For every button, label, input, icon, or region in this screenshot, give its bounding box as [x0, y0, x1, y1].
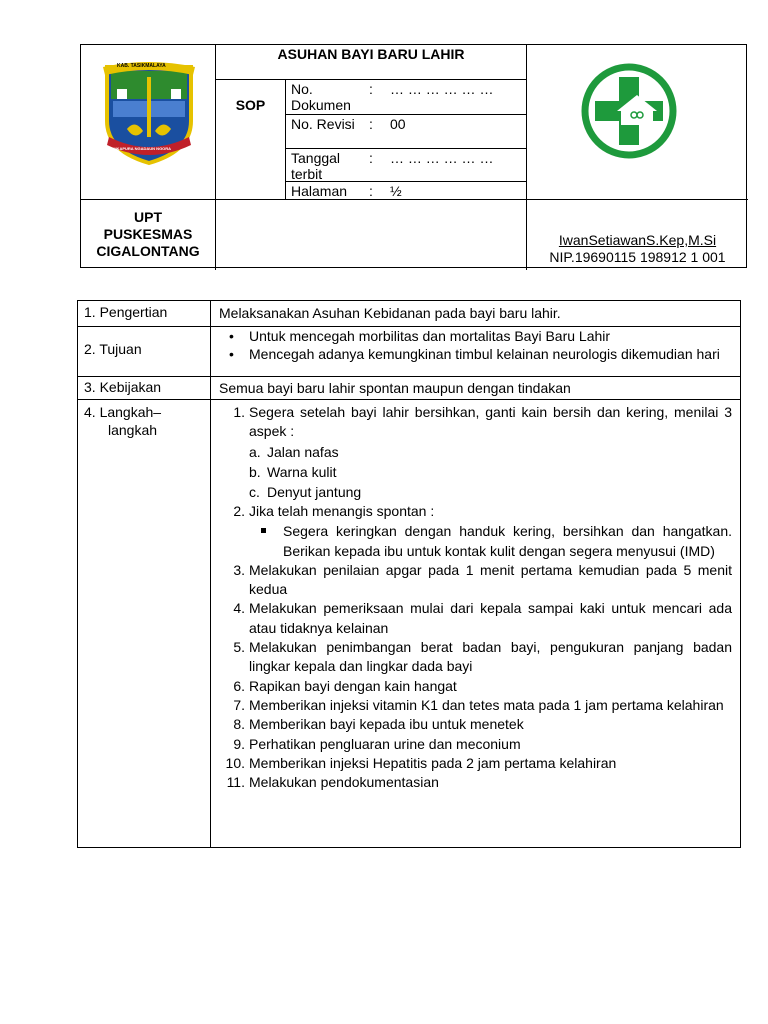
unit-name: UPT PUSKESMAS CIGALONTANG [81, 200, 216, 270]
list-item: 3. Melakukan penilaian apgar pada 1 menit pertama kemudian pada 5 menit kedua [233, 561, 732, 598]
list-item: b. Warna kulit [249, 463, 337, 480]
square-bullet-list [249, 521, 732, 561]
row-pengertian [78, 301, 740, 327]
list-item: 1. Segera setelah bayi lahir bersihkan, ganti kain bersih dan kering, menilai 3 aspek : a. Jalan nafas b. Warna kulit c. Denyut jantung [233, 404, 732, 500]
list-item: 9. Perhatikan pengluaran urine dan meconium [233, 735, 521, 752]
list-item: a. Jalan nafas [249, 443, 339, 460]
emblem-motto-text: SUKAPURA NGADAUN NGORA [111, 146, 172, 151]
list-item: 4. Melakukan pemeriksaan mulai dari kepala sampai kaki untuk mencari ada atau tidaknya kelainan [233, 600, 732, 636]
content-tujuan [211, 327, 740, 376]
list-item: Segera keringkan dengan handuk kering, bersihkan dan hangatkan. Berikan kepada ibu untuk kontak kulit dengan segera menyusui (IMD) [249, 521, 732, 561]
list-item: 7. Memberikan injeksi vitamin K1 dan tetes mata pada 1 jam pertama kelahiran [233, 696, 724, 713]
list-item: • Untuk mencegah morbilitas dan mortalitas Bayi Baru Lahir [219, 328, 732, 344]
document-title: ASUHAN BAYI BARU LAHIR [216, 45, 526, 80]
list-item: • Mencegah adanya kemungkinan timbul kelainan neurologis dikemudian hari [219, 346, 732, 362]
steps-list [219, 403, 732, 792]
list-item: 10. Memberikan injeksi Hepatitis pada 2 jam pertama kelahiran [225, 754, 617, 771]
sop-label: SOP [216, 80, 286, 199]
row-langkah [78, 400, 740, 847]
meta-row-revision-no: No. Revisi : 00 [286, 115, 526, 149]
sop-header-table [80, 44, 747, 268]
document-meta [286, 80, 526, 199]
meta-row-page: Halaman : ½ [291, 183, 402, 199]
substeps-list [249, 442, 732, 502]
label-tujuan: 2. Tujuan [78, 327, 211, 376]
header-blank-cell [216, 200, 526, 270]
signatory-name: IwanSetiawanS.Kep,M.Si [558, 232, 717, 248]
list-item: 6. Rapikan bayi dengan kain hangat [233, 677, 457, 694]
list-item: 11. Melakukan pendokumentasian [226, 774, 439, 791]
content-langkah [211, 400, 740, 847]
sop-content-table [77, 300, 741, 848]
meta-row-issue-date: Tanggal terbit : … … … … … … [286, 149, 526, 182]
meta-row-document-no: No. Dokumen : … … … … … … [286, 80, 526, 115]
signatory-block [526, 200, 748, 270]
regency-logo-cell [81, 45, 216, 199]
label-langkah: 4. Langkah– langkah [78, 400, 211, 847]
list-item: 2. Jika telah menangis spontan : Segera keringkan dengan handuk kering, bersihkan dan hangatkan. Berikan kepada ibu untuk kontak kulit dengan segera menyusui (IMD) [233, 502, 732, 559]
emblem-banner-text: KAB. TASIKMALAYA [117, 63, 166, 69]
list-item: c. Denyut jantung [249, 483, 362, 500]
puskesmas-logo-cell [526, 45, 748, 199]
puskesmas-cross-logo-icon [579, 61, 679, 161]
label-kebijakan: 3. Kebijakan [78, 377, 211, 399]
content-pengertian: Melaksanakan Asuhan Kebidanan pada bayi baru lahir. [219, 305, 561, 321]
label-pengertian: 1. Pengertian [78, 301, 211, 326]
list-item: 5. Melakukan penimbangan berat badan bayi, pengukuran panjang badan lingkar kepala dan lingkar dada bayi [233, 639, 732, 675]
content-kebijakan: Semua bayi baru lahir spontan maupun dengan tindakan [219, 380, 571, 396]
signatory-nip: NIP.19690115 198912 1 001 [549, 249, 726, 265]
row-tujuan [78, 327, 740, 377]
list-item: 8. Memberikan bayi kepada ibu untuk menetek [233, 716, 524, 733]
header-bottom-row [81, 199, 748, 269]
row-kebijakan [78, 377, 740, 400]
tujuan-list [219, 328, 732, 362]
